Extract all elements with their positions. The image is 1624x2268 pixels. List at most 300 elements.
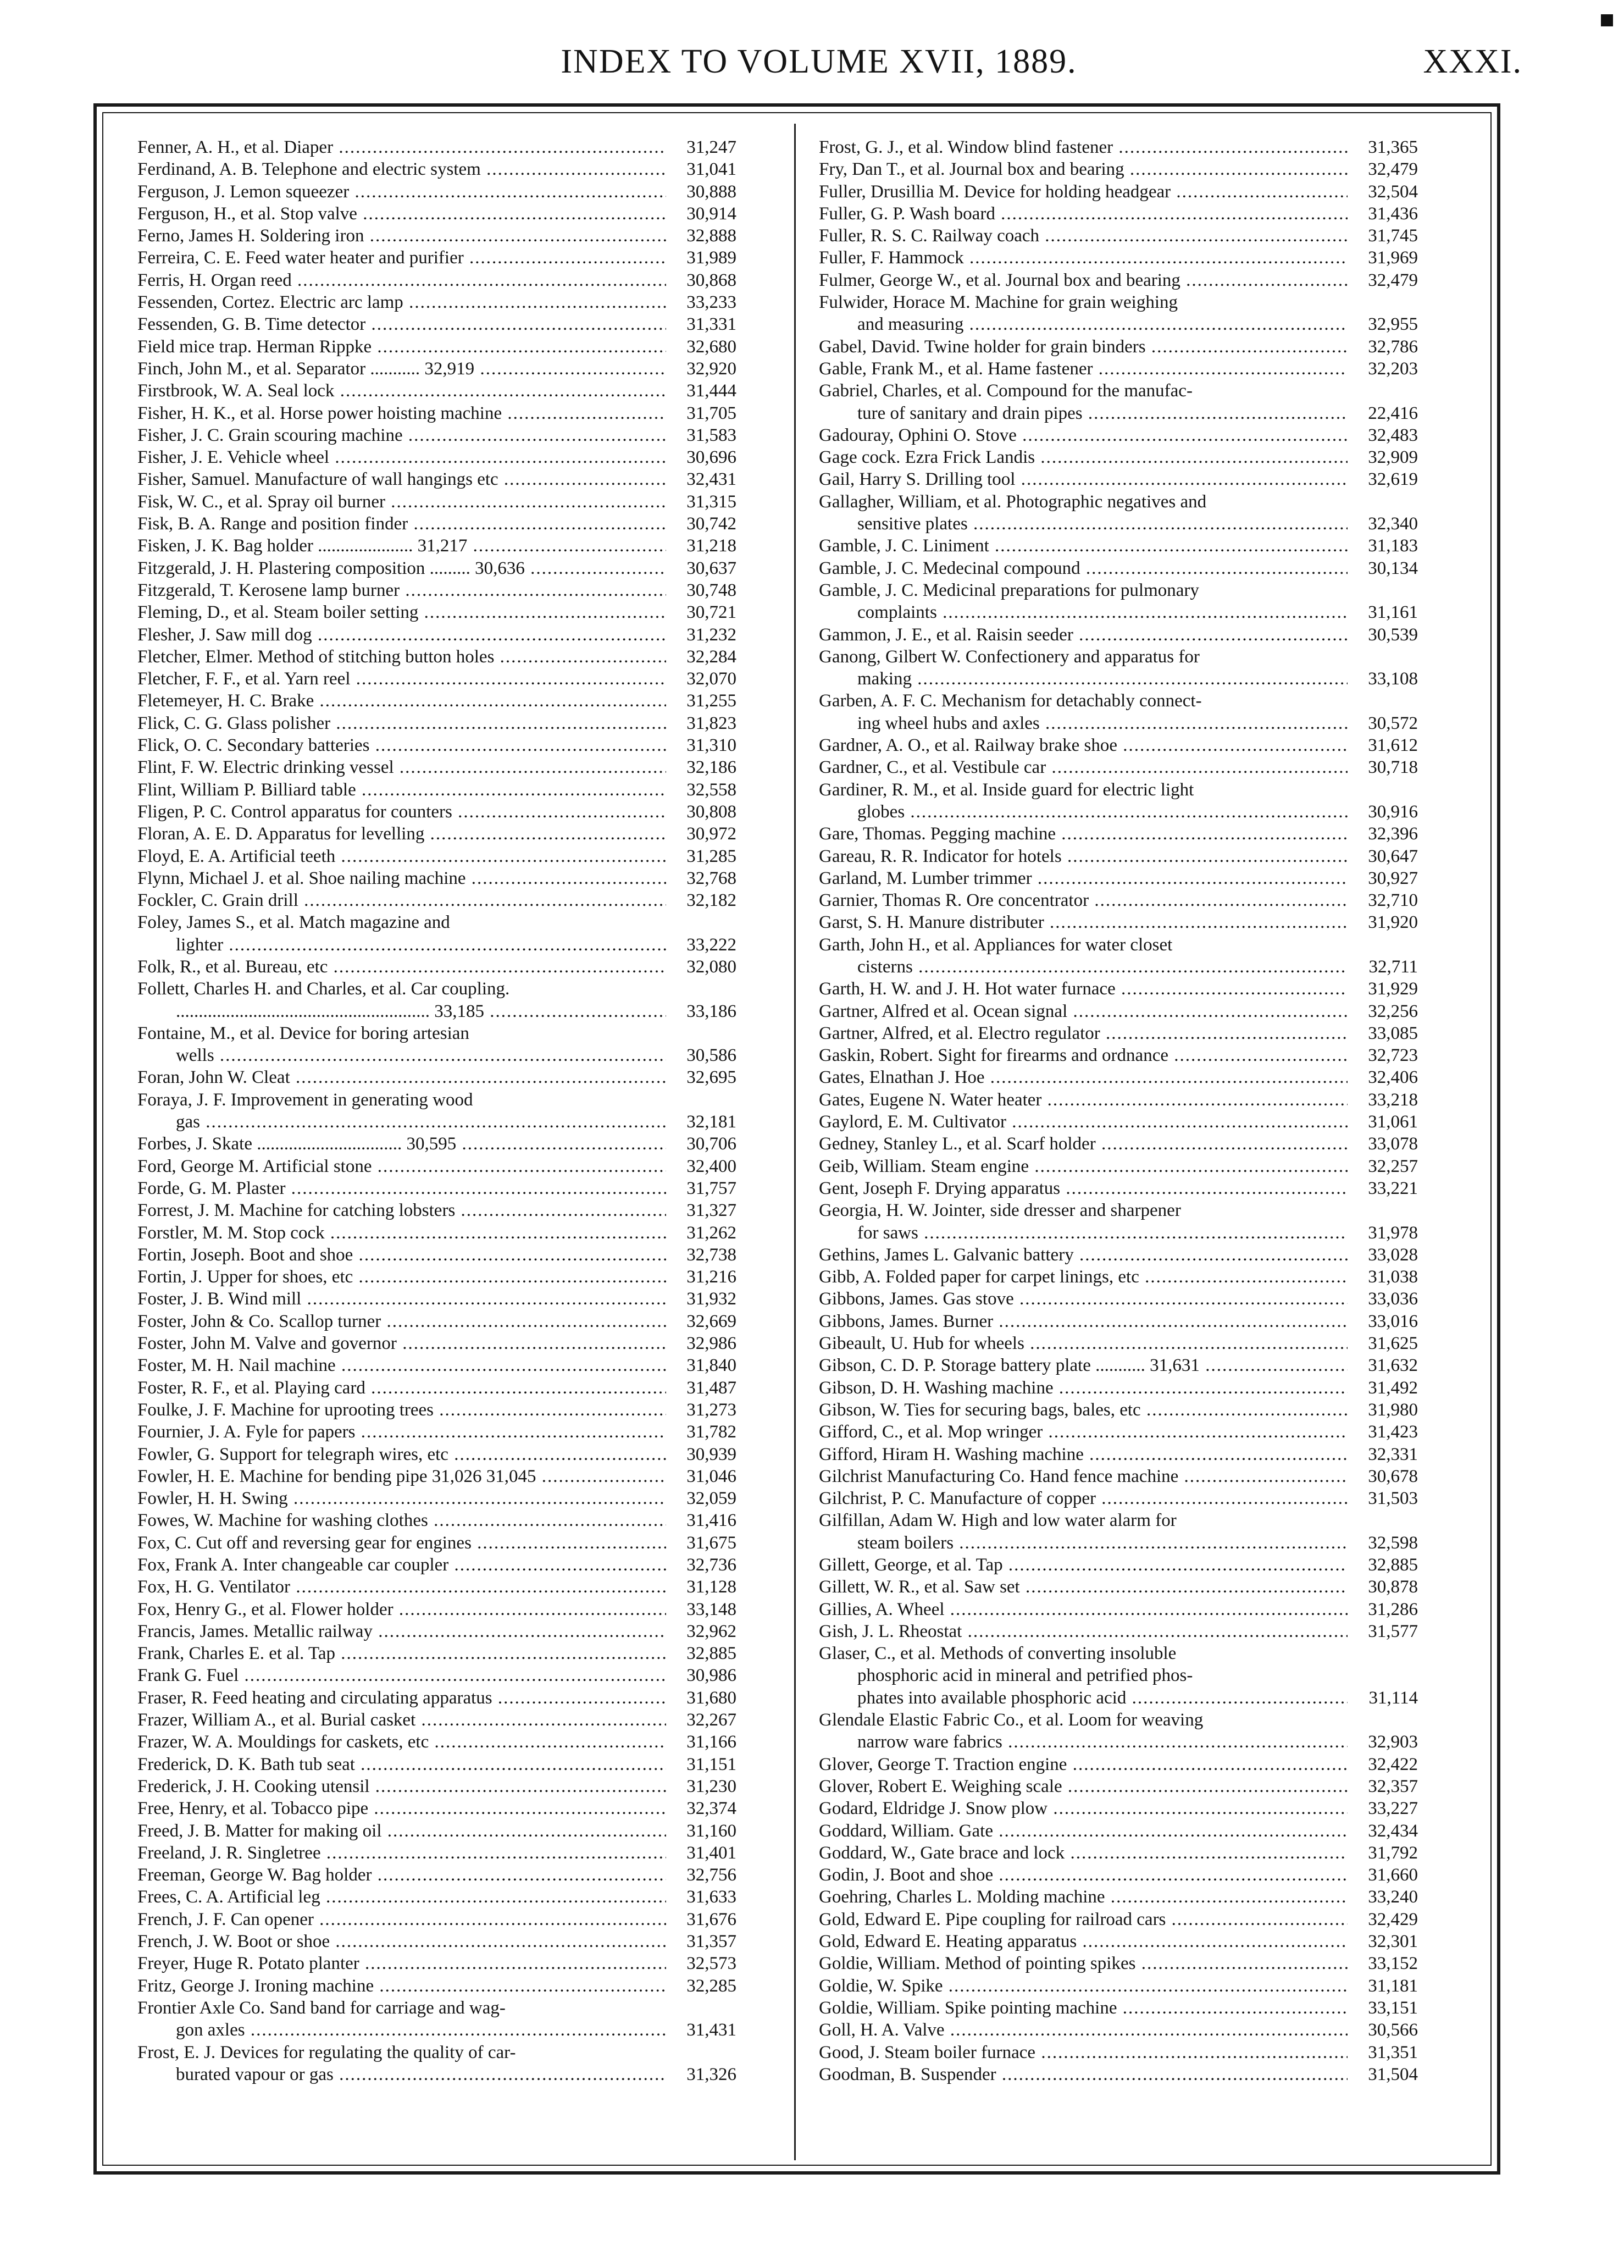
entry-text: Gibson, W. Ties for securing bags, bales, etc .....	[819, 1399, 1348, 1421]
entry-text: Gibson, D. H. Washing machine .....	[819, 1377, 1348, 1399]
index-entry	[819, 1576, 1418, 1598]
entry-number: 31,675	[686, 1533, 736, 1553]
index-entry	[137, 646, 736, 668]
entry-text: Fowler, H. E. Machine for bending pipe 31,026 31,045 .....	[137, 1465, 666, 1487]
index-entry	[137, 402, 736, 424]
entry-number: 32,986	[686, 1334, 736, 1354]
entry-number: 31,969	[1368, 248, 1418, 268]
index-entry	[137, 1155, 736, 1177]
entry-text: Garben, A. F. C. Mechanism for detachably connect-	[819, 691, 1202, 711]
entry-text: Finch, John M., et al. Separator ........... 32,919 .....	[137, 358, 666, 380]
entry-text: Fuller, F. Hammock .....	[819, 247, 1348, 269]
entry-number: 32,431	[686, 469, 736, 490]
entry-number: 31,128	[686, 1577, 736, 1597]
entry-text: Garst, S. H. Manure distributer .....	[819, 911, 1348, 933]
entry-text: Frost, G. J., et al. Window blind fastener .....	[819, 136, 1348, 158]
index-entry	[819, 468, 1418, 490]
entry-number: 31,166	[686, 1732, 736, 1752]
entry-number: 30,972	[686, 824, 736, 844]
entry-number: 32,909	[1368, 447, 1418, 468]
entry-number: 31,980	[1368, 1399, 1418, 1420]
index-entry	[819, 1487, 1418, 1509]
entry-text: Fenner, A. H., et al. Diaper .....	[137, 136, 666, 158]
index-entry	[137, 1022, 736, 1067]
index-entry	[137, 1421, 736, 1443]
entry-text: Fortin, J. Upper for shoes, etc .....	[137, 1266, 666, 1288]
index-entry	[137, 690, 736, 712]
index-entry	[819, 1177, 1418, 1199]
entry-number: 31,436	[1368, 203, 1418, 224]
index-entry	[137, 1687, 736, 1709]
index-entry	[137, 1399, 736, 1421]
entry-continuation-text: ture of sanitary and drain pipes .....	[857, 402, 1348, 424]
entry-text: Gates, Eugene N. Water heater .....	[819, 1089, 1348, 1111]
index-entry	[819, 1864, 1418, 1886]
entry-number: 32,504	[1368, 181, 1418, 202]
index-entry	[137, 978, 736, 1022]
index-entry	[819, 2064, 1418, 2086]
entry-text: Foster, M. H. Nail machine .....	[137, 1354, 666, 1376]
entry-text: Frazer, W. A. Mouldings for caskets, etc .....	[137, 1731, 666, 1753]
entry-text: Foulke, J. F. Machine for uprooting trees .....	[137, 1399, 666, 1421]
entry-text: Gillett, W. R., et al. Saw set .....	[819, 1576, 1348, 1598]
entry-continuation-text: globes .....	[857, 801, 1348, 823]
index-entry	[137, 801, 736, 823]
entry-text: Frees, C. A. Artificial leg .....	[137, 1886, 666, 1908]
entry-text: Freeman, George W. Bag holder .....	[137, 1864, 666, 1886]
entry-number: 32,903	[1368, 1732, 1418, 1752]
entry-text: Gillies, A. Wheel .....	[819, 1598, 1348, 1620]
entry-text: Garth, H. W. and J. H. Hot water furnace .....	[819, 978, 1348, 1000]
entry-number: 32,080	[686, 956, 736, 977]
entry-number: 33,227	[1368, 1799, 1418, 1819]
entry-number: 30,566	[1368, 2020, 1418, 2040]
column-divider	[794, 124, 796, 2160]
entry-number: 32,558	[686, 779, 736, 800]
entry-number: 31,247	[686, 137, 736, 157]
entry-number: 31,920	[1368, 912, 1418, 933]
index-entry	[137, 1997, 736, 2042]
entry-number: 33,240	[1368, 1887, 1418, 1907]
index-entry	[819, 1111, 1418, 1133]
entry-text: Frost, E. J. Devices for regulating the quality of car-	[137, 2042, 516, 2062]
entry-number: 31,416	[686, 1511, 736, 1531]
entry-number: 33,151	[1368, 1998, 1418, 2018]
entry-number: 32,256	[1368, 1001, 1418, 1021]
entry-text: Frank G. Fuel .....	[137, 1664, 666, 1686]
entry-number: 31,262	[686, 1222, 736, 1243]
index-entry	[819, 358, 1418, 380]
entry-text: Frederick, J. H. Cooking utensil .....	[137, 1775, 666, 1797]
entry-number: 32,756	[686, 1865, 736, 1885]
index-entry	[137, 225, 736, 247]
index-entry	[819, 1310, 1418, 1332]
entry-text: Folk, R., et al. Bureau, etc .....	[137, 956, 666, 978]
entry-number: 30,748	[686, 580, 736, 600]
entry-text: Gabel, David. Twine holder for grain binders .....	[819, 336, 1348, 358]
index-entry	[137, 1354, 736, 1376]
entry-number: 31,676	[686, 1909, 736, 1929]
index-entry	[819, 1199, 1418, 1244]
index-entry	[819, 2019, 1418, 2041]
entry-continuation	[819, 1532, 1418, 1554]
index-entry	[819, 1886, 1418, 1908]
index-entry	[137, 1842, 736, 1864]
entry-text: Fletemeyer, H. C. Brake .....	[137, 690, 666, 712]
index-entry	[137, 1288, 736, 1310]
index-entry	[137, 845, 736, 867]
entry-text: Foster, J. B. Wind mill .....	[137, 1288, 666, 1310]
entry-number: 31,351	[1368, 2042, 1418, 2062]
entry-number: 32,573	[686, 1954, 736, 1974]
entry-number: 31,273	[686, 1399, 736, 1420]
entry-number: 30,878	[1368, 1577, 1418, 1597]
left-column	[137, 136, 736, 2086]
entry-number: 30,637	[686, 558, 736, 578]
entry-number: 32,422	[1368, 1754, 1418, 1774]
index-entry	[137, 1664, 736, 1686]
index-entry	[819, 1554, 1418, 1576]
entry-continuation	[137, 1044, 736, 1066]
entry-number: 30,647	[1368, 846, 1418, 866]
entry-number: 22,416	[1368, 403, 1418, 423]
entry-number: 32,680	[686, 336, 736, 357]
index-entry	[819, 1909, 1418, 1930]
index-entry	[137, 823, 736, 845]
index-entry	[819, 1465, 1418, 1487]
entry-number: 31,932	[686, 1289, 736, 1309]
entry-text: Frank, Charles E. et al. Tap .....	[137, 1642, 666, 1664]
entry-number: 31,503	[1368, 1489, 1418, 1509]
entry-number: 31,625	[1368, 1334, 1418, 1354]
entry-number: 31,160	[686, 1821, 736, 1841]
index-entry	[137, 1377, 736, 1399]
entry-text: Fisher, J. C. Grain scouring machine .....	[137, 424, 666, 446]
entry-text: Goodman, B. Suspender .....	[819, 2064, 1348, 2086]
entry-number: 31,365	[1368, 137, 1418, 157]
entry-number: 32,962	[686, 1621, 736, 1641]
index-entry	[137, 446, 736, 468]
entry-text: Ganong, Gilbert W. Confectionery and apparatus for	[819, 646, 1200, 667]
entry-text: Gamble, J. C. Medicinal preparations for pulmonary	[819, 580, 1199, 600]
entry-number: 32,400	[686, 1156, 736, 1176]
entry-number: 32,768	[686, 868, 736, 888]
entry-number: 31,660	[1368, 1865, 1418, 1885]
index-entry	[819, 1354, 1418, 1376]
index-entry	[819, 646, 1418, 690]
entry-text: Gethins, James L. Galvanic battery .....	[819, 1244, 1348, 1266]
index-entry	[819, 1997, 1418, 2019]
entry-text: Fox, C. Cut off and reversing gear for engines .....	[137, 1532, 666, 1554]
index-entry	[137, 1222, 736, 1244]
margin-mark	[1601, 14, 1613, 26]
entry-number: 30,927	[1368, 868, 1418, 888]
index-entry	[819, 779, 1418, 823]
index-entry	[137, 756, 736, 778]
entry-text: Gartner, Alfred, et al. Electro regulator .....	[819, 1022, 1348, 1044]
entry-number: 30,721	[686, 602, 736, 623]
entry-number: 30,916	[1368, 801, 1418, 822]
entry-number: 33,186	[686, 1001, 736, 1021]
index-entry	[137, 1620, 736, 1642]
entry-continuation-text: phosphoric acid in mineral and petrified phos-	[857, 1666, 1193, 1686]
entry-continuation-text: narrow ware fabrics .....	[857, 1731, 1348, 1753]
entry-continuation	[137, 1000, 736, 1022]
entry-number: 32,182	[686, 890, 736, 911]
entry-number: 31,612	[1368, 735, 1418, 756]
entry-number: 32,340	[1368, 514, 1418, 534]
entry-number: 32,406	[1368, 1067, 1418, 1088]
entry-text: Floran, A. E. D. Apparatus for levelling .....	[137, 823, 666, 845]
entry-continuation	[819, 668, 1418, 690]
entry-number: 31,431	[686, 2020, 736, 2040]
entry-number: 32,331	[1368, 1444, 1418, 1464]
entry-continuation	[819, 601, 1418, 623]
entry-text: Francis, James. Metallic railway .....	[137, 1620, 666, 1642]
index-entry	[137, 1886, 736, 1908]
index-entry	[819, 579, 1418, 624]
index-entry	[819, 247, 1418, 269]
entry-number: 30,706	[686, 1134, 736, 1154]
entry-continuation-text: gas .....	[176, 1111, 666, 1133]
entry-text: Fulmer, George W., et al. Journal box and bearing .....	[819, 269, 1348, 291]
index-entry	[137, 1465, 736, 1487]
entry-number: 31,038	[1368, 1267, 1418, 1287]
index-entry	[137, 269, 736, 291]
entry-number: 31,680	[686, 1688, 736, 1708]
index-entry	[137, 181, 736, 203]
entry-number: 31,061	[1368, 1112, 1418, 1132]
entry-number: 32,267	[686, 1710, 736, 1730]
index-entry	[819, 1975, 1418, 1997]
index-entry	[819, 491, 1418, 535]
entry-number: 31,183	[1368, 536, 1418, 556]
entry-number: 30,586	[686, 1046, 736, 1066]
entry-text: Frazer, William A., et al. Burial casket .....	[137, 1709, 666, 1731]
entry-text: Fowler, H. H. Swing .....	[137, 1487, 666, 1509]
entry-continuation-text: wells .....	[176, 1044, 666, 1066]
index-entry	[137, 424, 736, 446]
entry-text: Glendale Elastic Fabric Co., et al. Loom for weaving	[819, 1710, 1204, 1730]
index-entry	[137, 579, 736, 601]
index-entry	[137, 247, 736, 269]
entry-text: Georgia, H. W. Jointer, side dresser and sharpener	[819, 1201, 1181, 1221]
index-entry	[819, 889, 1418, 911]
entry-number: 32,710	[1368, 890, 1418, 911]
entry-number: 32,434	[1368, 1821, 1418, 1841]
entry-text: Fisk, W. C., et al. Spray oil burner .....	[137, 491, 666, 513]
index-entry	[819, 557, 1418, 579]
entry-text: Forrest, J. M. Machine for catching lobsters .....	[137, 1199, 666, 1221]
entry-continuation-text: steam boilers .....	[857, 1532, 1348, 1554]
entry-text: Fontaine, M., et al. Device for boring artesian	[137, 1023, 469, 1043]
index-entry	[819, 1952, 1418, 1974]
entry-number: 31,310	[686, 735, 736, 756]
entry-number: 31,632	[1368, 1356, 1418, 1376]
index-entry	[137, 1199, 736, 1221]
entry-number: 33,148	[686, 1599, 736, 1619]
entry-number: 33,085	[1368, 1023, 1418, 1043]
index-entry	[819, 1000, 1418, 1022]
index-entry	[137, 1310, 736, 1332]
entry-text: Flint, William P. Billiard table .....	[137, 779, 666, 801]
entry-number: 31,504	[1368, 2064, 1418, 2084]
entry-text: Free, Henry, et al. Tobacco pipe .....	[137, 1797, 666, 1819]
entry-text: Gadouray, Ophini O. Stove .....	[819, 424, 1348, 446]
entry-text: Gent, Joseph F. Drying apparatus .....	[819, 1177, 1348, 1199]
entry-text: Flesher, J. Saw mill dog .....	[137, 624, 666, 646]
entry-number: 31,782	[686, 1422, 736, 1442]
entry-continuation	[819, 1687, 1418, 1709]
index-entry	[819, 424, 1418, 446]
index-entry	[137, 1642, 736, 1664]
entry-number: 31,444	[686, 381, 736, 401]
entry-text: Fisher, J. E. Vehicle wheel .....	[137, 446, 666, 468]
entry-number: 32,059	[686, 1489, 736, 1509]
entry-number: 32,483	[1368, 425, 1418, 445]
entry-number: 33,028	[1368, 1244, 1418, 1265]
entry-continuation-text: making .....	[857, 668, 1348, 690]
entry-text: Field mice trap. Herman Rippke .....	[137, 336, 666, 358]
index-entry	[819, 1155, 1418, 1177]
index-entry	[819, 1842, 1418, 1864]
index-entry	[819, 911, 1418, 933]
entry-text: Frontier Axle Co. Sand band for carriage and wag-	[137, 1998, 506, 2018]
entry-continuation	[819, 1731, 1418, 1753]
index-entry	[819, 336, 1418, 358]
index-entry	[137, 1731, 736, 1753]
entry-number: 32,070	[686, 669, 736, 689]
entry-number: 31,840	[686, 1356, 736, 1376]
entry-text: Ferdinand, A. B. Telephone and electric system .....	[137, 158, 666, 180]
entry-continuation-text: phates into available phosphoric acid .....	[857, 1687, 1348, 1709]
entry-number: 30,134	[1368, 558, 1418, 578]
index-entry	[819, 1620, 1418, 1642]
entry-number: 32,357	[1368, 1776, 1418, 1796]
entry-text: Forbes, J. Skate ................................ 30,595 .....	[137, 1133, 666, 1155]
index-entry	[819, 1509, 1418, 1554]
entry-number: 32,479	[1368, 270, 1418, 290]
entry-number: 31,792	[1368, 1843, 1418, 1863]
index-entry	[819, 1089, 1418, 1111]
entry-text: Gilchrist Manufacturing Co. Hand fence machine .....	[819, 1465, 1348, 1487]
entry-number: 31,577	[1368, 1621, 1418, 1641]
entry-text: Gail, Harry S. Drilling tool .....	[819, 468, 1348, 490]
entry-continuation-text: gon axles .....	[176, 2019, 666, 2041]
entry-number: 30,678	[1368, 1466, 1418, 1486]
entry-text: Fisk, B. A. Range and position finder .....	[137, 513, 666, 535]
entry-number: 32,598	[1368, 1533, 1418, 1553]
entry-continuation	[137, 1111, 736, 1133]
entry-number: 33,218	[1368, 1089, 1418, 1110]
entry-number: 32,619	[1368, 469, 1418, 490]
entry-text: Goldie, William. Method of pointing spikes .....	[819, 1952, 1348, 1974]
entry-text: Gamble, J. C. Medecinal compound .....	[819, 557, 1348, 579]
entry-number: 30,696	[686, 447, 736, 468]
entry-number: 32,888	[686, 226, 736, 246]
index-entry	[819, 203, 1418, 225]
entry-text: Forde, G. M. Plaster .....	[137, 1177, 666, 1199]
index-entry	[137, 1576, 736, 1598]
entry-text: Fletcher, Elmer. Method of stitching button holes .....	[137, 646, 666, 668]
entry-text: Goddard, W., Gate brace and lock .....	[819, 1842, 1348, 1864]
entry-number: 31,230	[686, 1776, 736, 1796]
entry-number: 31,331	[686, 314, 736, 335]
index-entry	[819, 269, 1418, 291]
index-entry	[819, 1022, 1418, 1044]
entry-text: Fulwider, Horace M. Machine for grain weighing	[819, 292, 1178, 313]
index-entry	[137, 158, 736, 180]
page-title: INDEX TO VOLUME XVII, 1889.	[561, 43, 1077, 80]
entry-number: 30,718	[1368, 757, 1418, 778]
entry-text: Garth, John H., et al. Appliances for water closet	[819, 934, 1173, 955]
index-entry	[137, 712, 736, 734]
entry-continuation-text: ........................................................ 33,185 .....	[176, 1000, 666, 1022]
index-entry	[137, 624, 736, 646]
page-number: XXXI.	[1423, 43, 1522, 80]
index-entry	[137, 1775, 736, 1797]
entry-text: Fraser, R. Feed heating and circulating apparatus .....	[137, 1687, 666, 1709]
entry-text: Foley, James S., et al. Match magazine and	[137, 912, 450, 933]
entry-text: Gates, Elnathan J. Hoe .....	[819, 1066, 1348, 1088]
entry-number: 33,233	[686, 292, 736, 313]
index-entry	[137, 1443, 736, 1465]
entry-text: Geib, William. Steam engine .....	[819, 1155, 1348, 1177]
index-entry	[137, 1930, 736, 1952]
entry-text: Fligen, P. C. Control apparatus for counters .....	[137, 801, 666, 823]
entry-number: 31,583	[686, 425, 736, 445]
entry-number: 32,257	[1368, 1156, 1418, 1176]
entry-number: 32,920	[686, 358, 736, 379]
entry-text: Goll, H. A. Valve .....	[819, 2019, 1348, 2041]
index-entry	[819, 624, 1418, 646]
entry-number: 31,181	[1368, 1976, 1418, 1996]
entry-continuation	[819, 402, 1418, 424]
entry-number: 30,808	[686, 801, 736, 822]
entry-number: 32,738	[686, 1244, 736, 1265]
entry-number: 31,492	[1368, 1378, 1418, 1398]
entry-text: Fessenden, G. B. Time detector .....	[137, 313, 666, 335]
index-entry	[819, 867, 1418, 889]
entry-number: 31,216	[686, 1267, 736, 1287]
entry-number: 33,221	[1368, 1178, 1418, 1198]
index-entry	[137, 1332, 736, 1354]
entry-text: Fitzgerald, T. Kerosene lamp burner .....	[137, 579, 666, 601]
index-entry	[137, 513, 736, 535]
index-entry	[137, 380, 736, 402]
entry-number: 32,786	[1368, 336, 1418, 357]
entry-text: Goddard, William. Gate .....	[819, 1820, 1348, 1842]
index-entry	[137, 1975, 736, 1997]
index-entry	[137, 1133, 736, 1155]
entry-number: 32,301	[1368, 1932, 1418, 1952]
entry-number: 31,285	[686, 846, 736, 866]
entry-number: 30,539	[1368, 624, 1418, 645]
entry-number: 31,929	[1368, 979, 1418, 999]
index-entry	[819, 845, 1418, 867]
entry-number: 32,695	[686, 1067, 736, 1088]
entry-number: 31,487	[686, 1378, 736, 1398]
entry-text: Garland, M. Lumber trimmer .....	[819, 867, 1348, 889]
entry-continuation	[819, 1664, 1418, 1686]
entry-number: 32,736	[686, 1555, 736, 1575]
entry-number: 31,255	[686, 691, 736, 711]
entry-continuation-text: ing wheel hubs and axles .....	[857, 712, 1348, 734]
index-entry	[137, 1554, 736, 1576]
index-entry	[819, 1930, 1418, 1952]
entry-text: Gaskin, Robert. Sight for firearms and ordnance .....	[819, 1044, 1348, 1066]
index-entry	[137, 491, 736, 513]
